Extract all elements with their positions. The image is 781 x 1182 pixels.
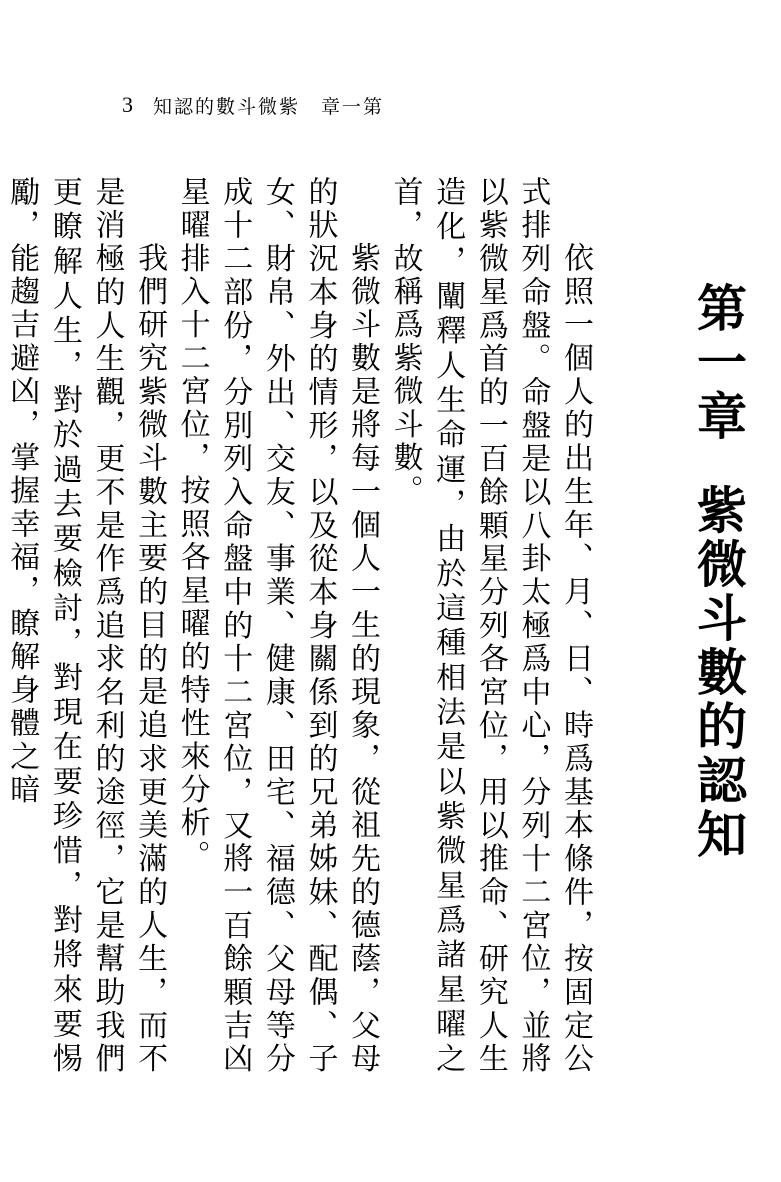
body-text	[4, 176, 596, 1076]
paragraph-1: 依照一個人的出生年、月、日、時爲基本條件，按固定公式排列命盤。命盤是以八卦太極爲中心，分列十二宮位，並將以紫微星爲首的一百餘顆星分列各宮位，用以推命、研究人生造化，闡釋人生命運，由於這種相法是以紫微星爲諸星曜之首，故稱爲紫微斗數。	[387, 176, 593, 1076]
paragraph-3: 我們研究紫微斗數主要的目的是追求更美滿的人生，而不是消極的人生觀，更不是作爲追求名利的途徑，它是幫助我們更瞭解人生，對於過去要檢討，對現在要珍惜，對將來要惕勵，能趨吉避凶，掌握幸福，瞭解身體之暗	[4, 176, 168, 1076]
paragraph-2: 紫微斗數是將每一個人一生的現象，從祖先的德蔭，父母的狀況本身的情形，以及從本身關係到的兄弟姊妹、配偶、子女、財帛、外出、交友、事業、健康、田宅、福德、父母等分成十二部份，分別列入命盤中的十二宮位，又將一百餘顆吉凶星曜排入十二宮位，按照各星曜的特性來分析。	[174, 176, 381, 1076]
page-number: 3	[122, 92, 133, 117]
chapter-name: 紫微斗數的認知	[689, 484, 748, 862]
running-title: 知認的數斗微紫 章一第	[153, 95, 385, 118]
running-head	[122, 88, 384, 122]
chapter-number: 第一章	[689, 282, 748, 444]
chapter-title	[682, 282, 754, 862]
